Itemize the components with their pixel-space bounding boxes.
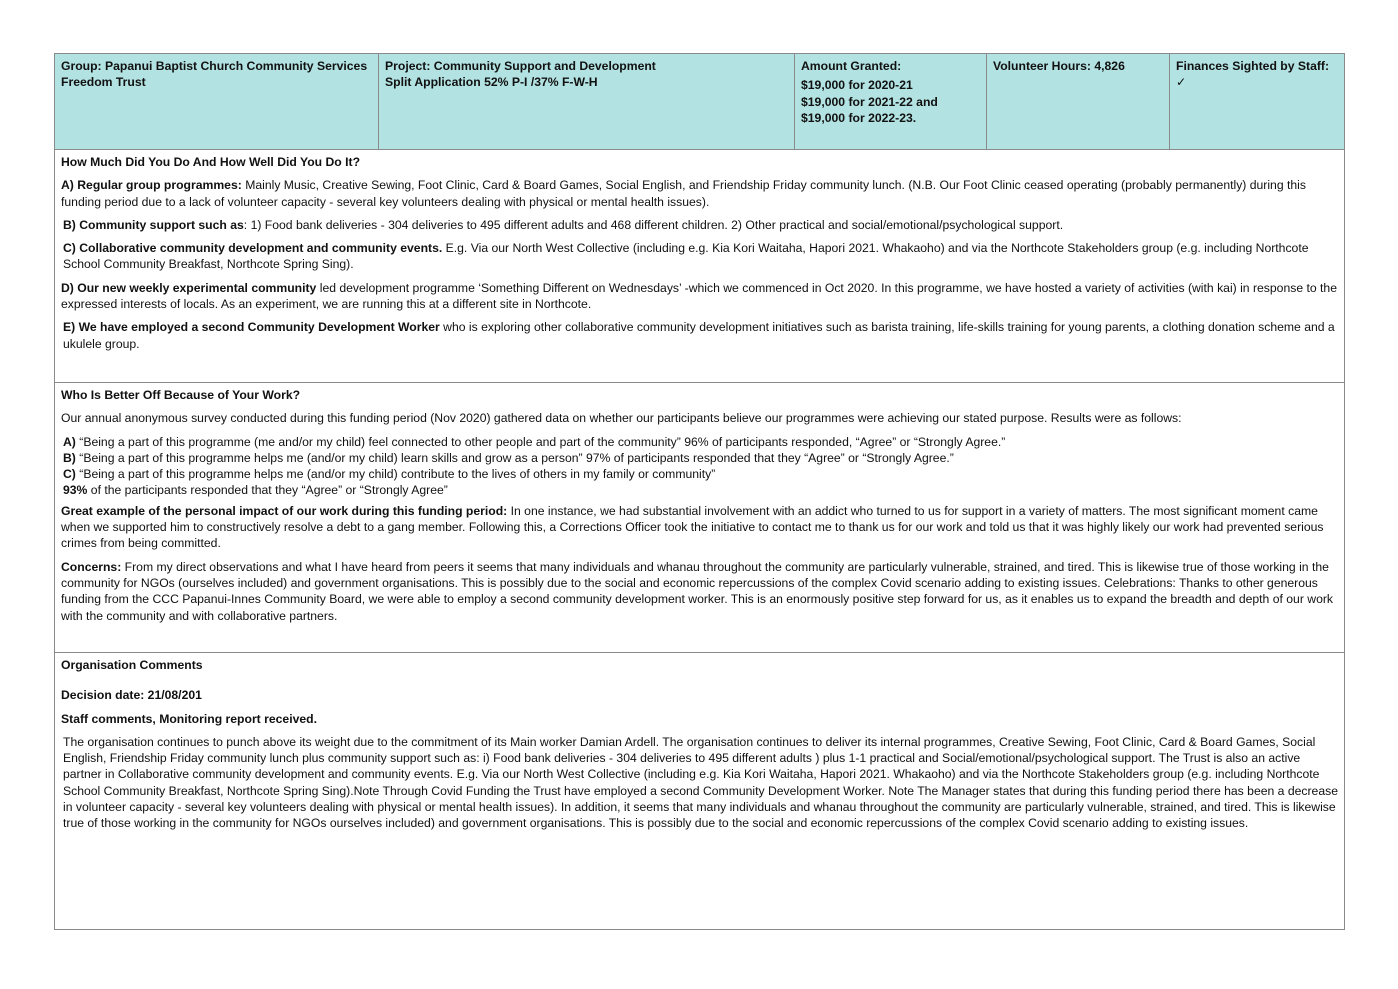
impact-example <box>61 503 1338 552</box>
list-lead: 93% <box>63 483 88 498</box>
list-item <box>63 450 1338 466</box>
item-a <box>61 177 1338 210</box>
list-text: “Being a part of this programme helps me (and/or my child) learn skills and grow as a person” 97% of participants responded that they “Agree” or “Strongly Agree.” <box>75 450 954 465</box>
amount-2020: $19,000 for 2020-21 <box>801 78 913 93</box>
staff-comments-body: The organisation continues to punch above its weight due to the commitment of its Main worker Damian Ardell. The organisation continues to deliver its internal programmes, Creative Sewing, Foot Clinic, Card & Board Games, Social English, Friendship Friday community lunch plus community support such as: i) Food bank deliveries - 304 deliveries to 495 different adults ) plus 1-1 practical and Social/emotional/psychological support. The Trust is also an active partner in Collaborative community development and community events. E.g. Via our North West Collective (including e.g. Kia Kori Waitaha, Hapori 2021. Whakaoho) and via the Northcote Stakeholders group (e.g. including Northcote School Community Breakfast, Northcote Spring Sing).Note Through Covid Funding the Trust have employed a second Community Development Worker. Note The Manager states that during this funding period there has been a decrease in volunteer capacity - several key volunteers dealing with physical or mental health issues). In addition, it seems that many individuals and whanau throughout the community are particularly vulnerable, strained, and tired. This is likewise true of those working in the community for NGOs ourselves included) and government organisations. This is possibly due to the social and economic repercussions of the complex Covid scenario adding to existing issues. <box>63 734 1338 831</box>
item-lead: D) Our new weekly experimental community <box>61 280 317 295</box>
section-title: Who Is Better Off Because of Your Work? <box>61 388 301 402</box>
list-lead: C) <box>63 467 76 482</box>
survey-intro: Our annual anonymous survey conducted during this funding period (Nov 2020) gathered data on whether our participants believe our programmes were achieving our stated purpose. Results were as follows: <box>61 411 1182 426</box>
survey-results <box>63 434 1338 499</box>
list-item <box>63 466 1338 482</box>
concerns <box>61 559 1338 624</box>
list-item <box>63 482 1338 498</box>
org-comments-section <box>55 653 1344 929</box>
item-text: who is exploring other collaborative community development initiatives such as barista training, life-skills training for young parents, a clothing donation scheme and a ukulele group. <box>63 320 1335 351</box>
project-title: Project: Community Support and Development <box>385 59 656 73</box>
item-e <box>61 319 1338 352</box>
item-lead: E) We have employed a second Community Development Worker <box>63 320 440 335</box>
example-text: In one instance, we had substantial involvement with an addict who turned to us for support in a variety of matters. The most significant moment came when we supported him to constructively resolve a debt to a gang member. Following this, a Corrections Officer took the initiative to contact me to thank us for our work and told us that it was highly likely our work had prevented serious crimes from being committed. <box>61 503 1324 551</box>
item-lead: A) Regular group programmes: <box>61 178 242 193</box>
list-lead: B) <box>63 450 76 465</box>
group-cell <box>55 54 379 149</box>
concerns-lead: Concerns: <box>61 559 122 574</box>
list-item <box>63 434 1338 450</box>
amount-list <box>801 77 980 126</box>
how-much-section <box>55 150 1344 383</box>
section-title: How Much Did You Do And How Well Did You Do It? <box>61 155 361 169</box>
project-split: Split Application 52% P-I /37% F-W-H <box>385 75 598 90</box>
decision-date: Decision date: 21/08/201 <box>61 688 202 703</box>
concerns-text: From my direct observations and what I have heard from peers it seems that many individuals and whanau throughout the community are particularly vulnerable, strained, and tired. This is likewise true of those working in the community for NGOs (ourselves included) and government organisations. This is possibly due to the social and economic repercussions of the complex Covid scenario adding to existing issues. Celebrations: Thanks to other generous funding from the CCC Papanui-Innes Community Board, we were able to employ a second community development worker. This is an enormously positive step forward for us, as it enables us to expand the breadth and depth of our work with the community and with collaborative partners. <box>61 559 1334 623</box>
list-text: “Being a part of this programme helps me (and/or my child) contribute to the lives of others in my family or community” <box>75 467 716 482</box>
list-lead: A) <box>63 434 76 449</box>
amount-label: Amount Granted: <box>801 59 902 73</box>
better-off-section <box>55 383 1344 653</box>
amount-2022: $19,000 for 2022-23. <box>801 110 917 125</box>
item-lead: B) Community support such as <box>63 217 244 232</box>
finances-cell <box>1170 54 1346 149</box>
item-lead: C) Collaborative community development and community events. <box>63 241 443 256</box>
volunteer-hours: Volunteer Hours: 4,826 <box>993 59 1125 73</box>
example-lead: Great example of the personal impact of our work during this funding period: <box>61 503 508 518</box>
staff-comments-heading: Staff comments, Monitoring report received. <box>61 711 317 726</box>
volunteer-hours-cell <box>987 54 1170 149</box>
list-text: of the participants responded that they “Agree” or “Strongly Agree” <box>87 483 448 498</box>
amount-2021: $19,000 for 2021-22 and <box>801 94 938 109</box>
amount-cell <box>795 54 987 149</box>
item-d <box>61 280 1338 313</box>
item-c <box>61 240 1338 273</box>
item-text: Mainly Music, Creative Sewing, Foot Clinic, Card & Board Games, Social English, and Friendship Friday community lunch. (N.B. Our Foot Clinic ceased operating (probably permanently) during this funding period due to a lack of volunteer capacity - several key volunteers dealing with physical or mental health issues). <box>61 178 1306 209</box>
item-b <box>61 217 1338 233</box>
summary-header-row <box>55 54 1344 150</box>
finances-sighted: Finances Sighted by Staff: ✓ <box>1176 59 1330 90</box>
item-text: : 1) Food bank deliveries - 304 deliveries to 495 different adults and 468 different children. 2) Other practical and social/emotional/psychological support. <box>243 217 1064 232</box>
section-title: Organisation Comments <box>61 658 203 672</box>
item-text: led development programme ‘Something Different on Wednesdays’ -which we commenced in Oct 2020. In this programme, we have hosted a variety of activities (with kai) in response to the expressed interests of locals. As an experiment, we are running this at a different site in Northcote. <box>61 280 1337 312</box>
list-text: “Being a part of this programme (me and/or my child) feel connected to other people and part of the community” 96% of participants responded, “Agree” or “Strongly Agree.” <box>75 434 1006 449</box>
project-cell <box>379 54 795 149</box>
group-name: Group: Papanui Baptist Church Community Services Freedom Trust <box>61 59 368 90</box>
item-text: E.g. Via our North West Collective (including e.g. Kia Kori Waitaha, Hapori 2021. Whakaoho) and via the Northcote Stakeholders group (e.g. including Northcote School Community Breakfast, Northcote Spring Sing). <box>63 241 1309 272</box>
report-table <box>54 53 1345 930</box>
